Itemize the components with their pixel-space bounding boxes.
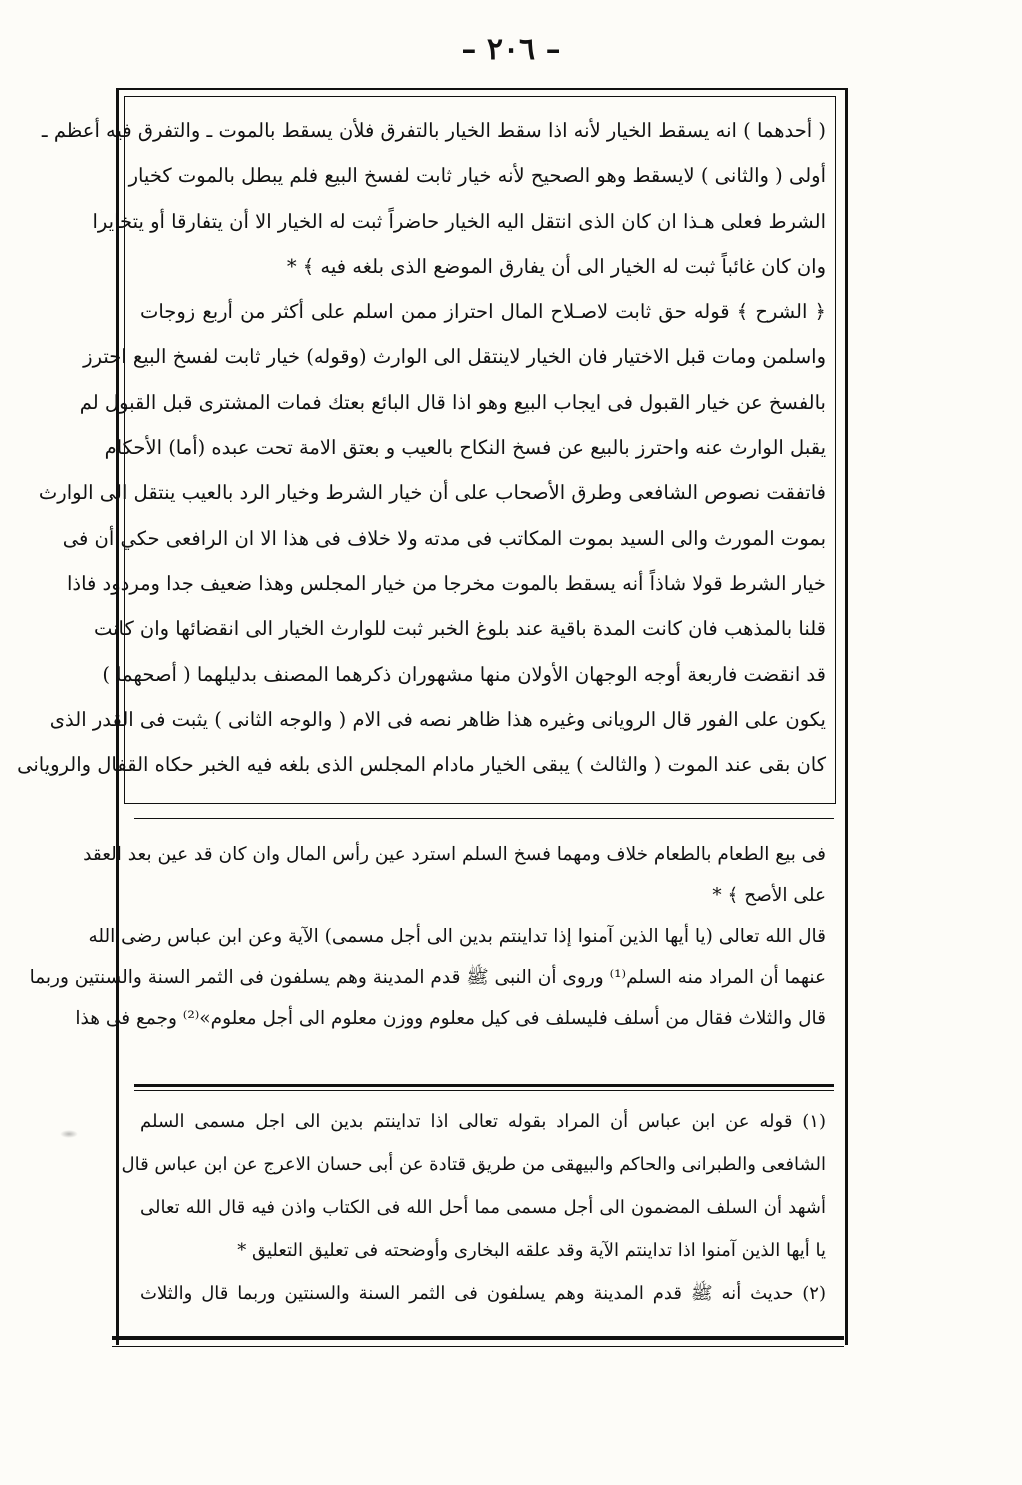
- lower-text: [29, 834, 826, 1039]
- footnote-separator-thin: [134, 1090, 834, 1091]
- text-line: الشرط فعلى هـذا ان كان الذى انتقل اليه الخيار حاضراً ثبت له الخيار الا أن يتفارقا أو يتخايرا: [92, 209, 826, 233]
- text-line: واسلمن ومات قبل الاختيار فان الخيار لاينتقل الى الوارث (وقوله) خيار ثابت لفسخ البيع احترز: [83, 345, 826, 369]
- ink-smudge: [60, 1130, 78, 1138]
- footnotes: [121, 1100, 826, 1315]
- text-line: ﴿ الشرح ﴾ قوله حق ثابت لاصـلاح المال احتراز ممن اسلم على أكثر من أربع زوجات: [140, 300, 826, 324]
- page-number: – ٢٠٦ –: [461, 32, 561, 67]
- text-line: وان كان غائباً ثبت له الخيار الى أن يفارق الموضع الذى بلغه فيه ﴾ *: [286, 254, 826, 278]
- text-line: قد انقضت فاربعة أوجه الوجهان الأولان منها مشهوران ذكرهما المصنف بدليلهما ( أصحهما ): [102, 662, 826, 686]
- text-line: فى بيع الطعام بالطعام خلاف ومهما فسخ السلم استرد عين رأس المال وان كان قد عين بعد العقد: [83, 844, 826, 865]
- footnote-line: (٢) حديث أنه ﷺ قدم المدينة وهم يسلفون فى الثمر السنة والسنتين وربما قال والثلاث: [140, 1283, 826, 1304]
- text-line: قلنا بالمذهب فان كانت المدة باقية عند بلوغ الخبر ثبت للوارث الخيار الى انقضائها وان كانت: [93, 617, 826, 641]
- text-line: ( أحدهما ) انه يسقط الخيار لأنه اذا سقط الخيار بالتفرق فلأن يسقط بالموت ـ والتفرق فيه أعظم ـ: [41, 119, 826, 142]
- footnote-line: يا أيها الذين آمنوا اذا تداينتم الآية وقد علقه البخارى وأوضحته فى تعليق التعليق *: [237, 1240, 826, 1261]
- footnote-line: (١) قوله عن ابن عباس أن المراد بقوله تعالى اذا تداينتم بدين الى اجل مسمى السلم: [140, 1111, 826, 1132]
- text-line: فاتفقت نصوص الشافعى وطرق الأصحاب على أن خيار الشرط وخيار الرد بالعيب ينتقل الى الوارث: [38, 481, 826, 505]
- footnote-line: أشهد أن السلف المضمون الى أجل مسمى مما أحل الله فى الكتاب واذن فيه قال الله تعالى: [140, 1197, 826, 1218]
- footnote-line: الشافعى والطبرانى والحاكم والبيهقى من طريق قتادة عن أبى حسان الاعرج عن ابن عباس قال: [121, 1154, 826, 1175]
- text-line: كان بقى عند الموت ( والثالث ) يبقى الخيار مادام المجلس الذى بلغه فيه الخبر حكاه القفال والرويانى: [17, 753, 826, 777]
- text-line: بموت المورث والى السيد بموت المكاتب فى مدته ولا خلاف فى هذا الا ان الرافعى حكي أن فى: [62, 526, 826, 550]
- text-line: قال الله تعالى (يا أيها الذين آمنوا إذا تداينتم بدين الى أجل مسمى) الآية وعن ابن عباس رضى الله: [88, 926, 826, 947]
- text-line: بالفسخ عن خيار القبول فى ايجاب البيع وهو اذا قال البائع بعتك فمات المشترى قبل القبول لم: [79, 390, 826, 414]
- text-line: قال والثلاث فقال من أسلف فليسلف فى كيل معلوم ووزن معلوم الى أجل معلوم»⁽²⁾ وجمع فى هذا: [75, 1008, 826, 1029]
- text-line: يقبل الوارث عنه واحترز بالبيع عن فسخ النكاح بالعيب و بعتق الامة تحت عبده (أما) الأحكام: [104, 436, 826, 460]
- separator-rule: [134, 818, 834, 819]
- text-line: عنهما أن المراد منه السلم⁽¹⁾ وروى أن النبى ﷺ قدم المدينة وهم يسلفون فى الثمر السنة والسنتين وربما: [29, 967, 826, 988]
- footnote-separator: [134, 1084, 834, 1087]
- text-line: أولى ( والثانى ) لايسقط وهو الصحيح لأنه خيار ثابت لفسخ البيع فلم يبطل بالموت كخيار: [128, 164, 826, 188]
- frame-bottom-rule: [112, 1336, 844, 1347]
- text-line: يكون على الفور قال الرويانى وغيره هذا ظاهر نصه فى الام ( والوجه الثانى ) يثبت فى القدر الذى: [49, 707, 826, 731]
- text-line: على الأصح ﴾ *: [712, 885, 826, 906]
- main-commentary-text: [17, 108, 826, 787]
- text-line: خيار الشرط قولا شاذاً أنه يسقط بالموت مخرجا من خيار المجلس وهذا ضعيف جدا ومردود فاذا: [66, 571, 826, 595]
